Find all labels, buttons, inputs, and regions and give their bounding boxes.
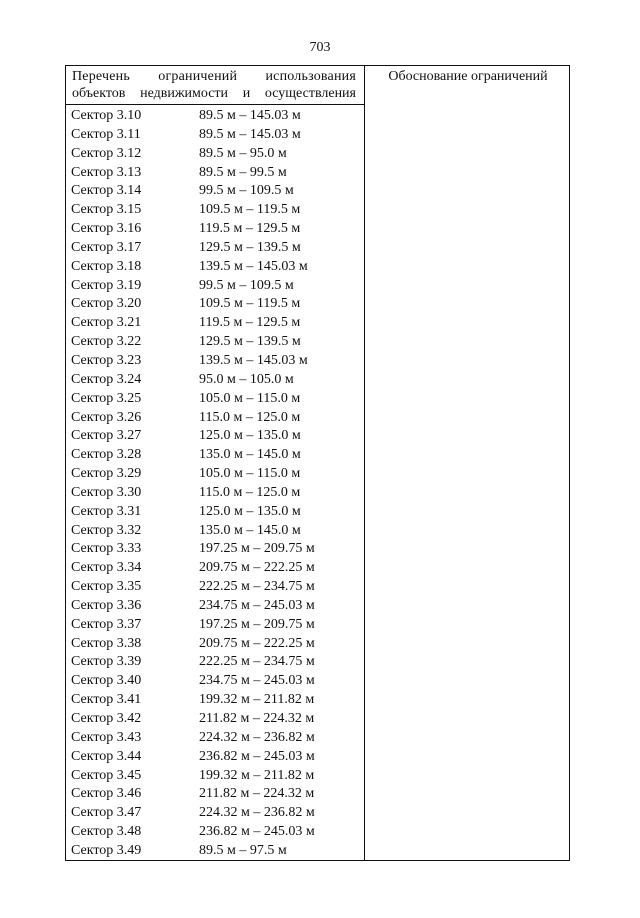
table-row (66, 804, 364, 823)
sector-name: Сектор 3.26 (71, 409, 142, 425)
sector-height-range: 236.82 м – 245.03 м (199, 824, 315, 840)
table-row (66, 295, 364, 314)
sector-height-range: 105.0 м – 115.0 м (199, 466, 301, 482)
sector-height-range: 139.5 м – 145.03 м (199, 352, 308, 368)
sector-height-range: 197.25 м – 209.75 м (199, 541, 315, 557)
table-row (66, 220, 364, 239)
sector-height-range: 197.25 м – 209.75 м (199, 616, 315, 632)
sector-name: Сектор 3.34 (71, 560, 142, 576)
table-row (66, 503, 364, 522)
sector-height-range: 236.82 м – 245.03 м (199, 748, 315, 764)
sector-height-range: 99.5 м – 109.5 м (199, 183, 294, 199)
table-row (66, 201, 364, 220)
sector-height-range: 95.0 м – 105.0 м (199, 371, 294, 387)
table-row (66, 597, 364, 616)
header-left-line-2: объектов недвижимости и осуществления (72, 86, 356, 101)
column-divider (364, 66, 365, 860)
sector-height-range: 224.32 м – 236.82 м (199, 729, 315, 745)
sector-name: Сектор 3.25 (71, 390, 142, 406)
table-row (66, 729, 364, 748)
restrictions-table (65, 65, 570, 861)
sector-name: Сектор 3.33 (71, 541, 142, 557)
sector-height-range: 222.25 м – 234.75 м (199, 579, 315, 595)
sector-name: Сектор 3.13 (71, 164, 142, 180)
table-row (66, 767, 364, 786)
sector-name: Сектор 3.40 (71, 673, 142, 689)
table-row (66, 748, 364, 767)
sector-height-range: 99.5 м – 109.5 м (199, 277, 294, 293)
sector-name: Сектор 3.38 (71, 635, 142, 651)
table-row (66, 616, 364, 635)
sector-name: Сектор 3.12 (71, 145, 142, 161)
sector-name: Сектор 3.23 (71, 352, 142, 368)
sector-name: Сектор 3.49 (71, 842, 142, 858)
sector-name: Сектор 3.43 (71, 729, 142, 745)
sector-height-range: 129.5 м – 139.5 м (199, 334, 301, 350)
header-restrictions-list (72, 68, 356, 102)
table-row (66, 823, 364, 842)
sector-name: Сектор 3.14 (71, 183, 142, 199)
header-divider (66, 104, 364, 105)
sector-name: Сектор 3.48 (71, 824, 142, 840)
sector-height-range: 135.0 м – 145.0 м (199, 522, 301, 538)
sector-name: Сектор 3.24 (71, 371, 142, 387)
sector-height-range: 89.5 м – 145.03 м (199, 126, 301, 142)
sector-height-range: 89.5 м – 95.0 м (199, 145, 287, 161)
sector-name: Сектор 3.21 (71, 315, 142, 331)
sector-height-range: 105.0 м – 115.0 м (199, 390, 301, 406)
table-row (66, 842, 364, 861)
sector-name: Сектор 3.27 (71, 428, 142, 444)
sector-name: Сектор 3.17 (71, 239, 142, 255)
sector-height-range: 125.0 м – 135.0 м (199, 428, 301, 444)
table-row (66, 390, 364, 409)
table-row (66, 352, 364, 371)
sector-name: Сектор 3.41 (71, 692, 142, 708)
sector-name: Сектор 3.15 (71, 202, 142, 218)
table-row (66, 107, 364, 126)
table-row (66, 446, 364, 465)
sector-name: Сектор 3.44 (71, 748, 142, 764)
sector-name: Сектор 3.37 (71, 616, 142, 632)
sector-name: Сектор 3.20 (71, 296, 142, 312)
sector-height-range: 115.0 м – 125.0 м (199, 409, 301, 425)
sector-name: Сектор 3.16 (71, 221, 142, 237)
table-row (66, 427, 364, 446)
sector-height-range: 115.0 м – 125.0 м (199, 484, 301, 500)
sector-height-range: 199.32 м – 211.82 м (199, 692, 315, 708)
sector-name: Сектор 3.28 (71, 447, 142, 463)
page-number: 703 (309, 40, 331, 55)
header-left-line-1: Перечень ограничений использования (72, 69, 356, 84)
sector-name: Сектор 3.47 (71, 805, 142, 821)
sector-name: Сектор 3.32 (71, 522, 142, 538)
sector-name: Сектор 3.29 (71, 466, 142, 482)
sector-name: Сектор 3.10 (71, 108, 142, 123)
table-row (66, 182, 364, 201)
table-row (66, 126, 364, 145)
sector-name: Сектор 3.45 (71, 767, 142, 783)
sector-name: Сектор 3.31 (71, 503, 142, 519)
sector-name: Сектор 3.11 (71, 126, 141, 142)
table-row (66, 164, 364, 183)
sector-name: Сектор 3.22 (71, 334, 142, 350)
sector-name: Сектор 3.36 (71, 597, 142, 613)
sector-name: Сектор 3.35 (71, 579, 142, 595)
sector-height-range: 109.5 м – 119.5 м (199, 202, 301, 218)
table-row (66, 653, 364, 672)
table-row (66, 578, 364, 597)
sector-height-range: 129.5 м – 139.5 м (199, 239, 301, 255)
sector-height-range: 139.5 м – 145.03 м (199, 258, 308, 274)
header-justification: Обоснование ограничений (388, 69, 548, 84)
sector-height-range: 89.5 м – 99.5 м (199, 164, 287, 180)
sector-height-range: 199.32 м – 211.82 м (199, 767, 315, 783)
table-row (66, 333, 364, 352)
table-row (66, 258, 364, 277)
table-row (66, 409, 364, 428)
sector-name: Сектор 3.46 (71, 786, 142, 802)
table-row (66, 710, 364, 729)
sector-height-range: 109.5 м – 119.5 м (199, 296, 301, 312)
sector-list (66, 107, 364, 861)
table-row (66, 691, 364, 710)
table-row (66, 785, 364, 804)
sector-height-range: 222.25 м – 234.75 м (199, 654, 315, 670)
sector-height-range: 224.32 м – 236.82 м (199, 805, 315, 821)
sector-height-range: 89.5 м – 145.03 м (199, 108, 301, 123)
sector-height-range: 211.82 м – 224.32 м (199, 711, 315, 726)
table-row (66, 635, 364, 654)
sector-height-range: 89.5 м – 97.5 м (199, 842, 287, 858)
sector-height-range: 209.75 м – 222.25 м (199, 635, 315, 651)
table-row (66, 239, 364, 258)
sector-name: Сектор 3.39 (71, 654, 142, 670)
sector-height-range: 209.75 м – 222.25 м (199, 560, 315, 576)
table-row (66, 522, 364, 541)
table-row (66, 371, 364, 390)
sector-height-range: 135.0 м – 145.0 м (199, 447, 301, 463)
table-row (66, 672, 364, 691)
sector-height-range: 234.75 м – 245.03 м (199, 673, 315, 689)
sector-name: Сектор 3.42 (71, 711, 142, 726)
table-row (66, 484, 364, 503)
sector-name: Сектор 3.18 (71, 258, 142, 274)
table-row (66, 540, 364, 559)
table-row (66, 314, 364, 333)
sector-height-range: 125.0 м – 135.0 м (199, 503, 301, 519)
sector-height-range: 119.5 м – 129.5 м (199, 315, 301, 331)
table-row (66, 277, 364, 296)
sector-name: Сектор 3.30 (71, 484, 142, 500)
table-row (66, 559, 364, 578)
sector-height-range: 234.75 м – 245.03 м (199, 597, 315, 613)
table-row (66, 145, 364, 164)
sector-name: Сектор 3.19 (71, 277, 142, 293)
sector-height-range: 119.5 м – 129.5 м (199, 221, 301, 237)
sector-height-range: 211.82 м – 224.32 м (199, 786, 315, 802)
table-row (66, 465, 364, 484)
